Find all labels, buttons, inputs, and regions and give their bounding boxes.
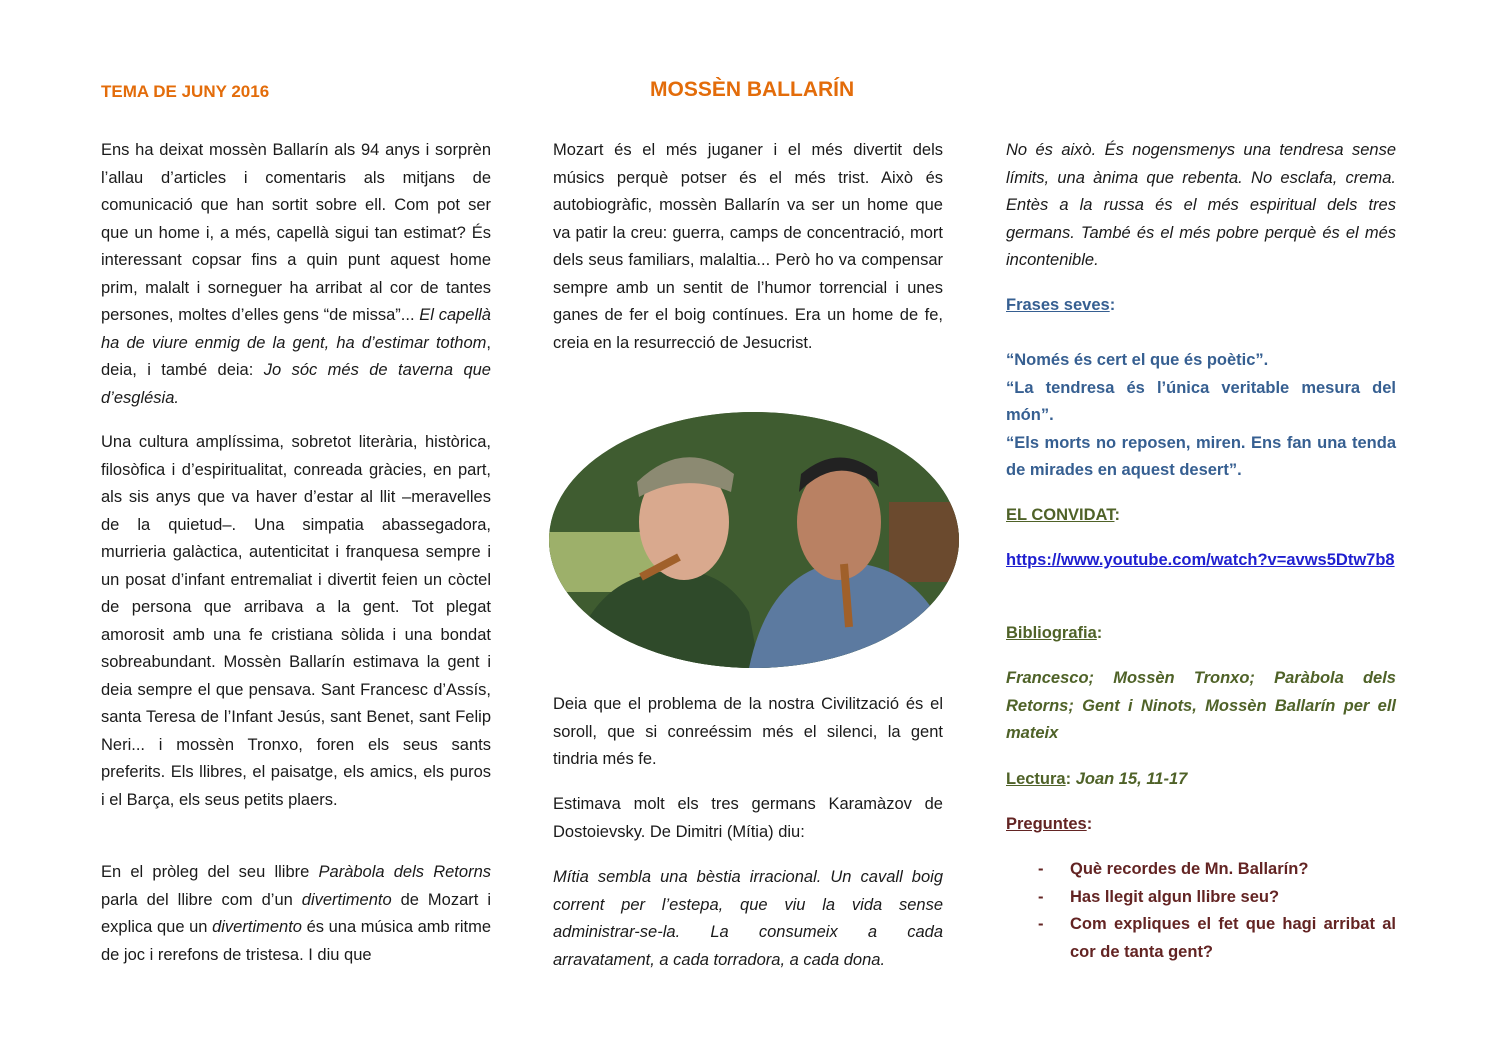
bibliografia-list: Francesco; Mossèn Tronxo; Paràbola dels Retorns; Gent i Ninots, Mossèn Ballarín per ell mateix <box>1006 669 1396 742</box>
quotes-list <box>1006 347 1396 485</box>
quote: “Els morts no reposen, miren. Ens fan una tenda de mirades en aquest desert”. <box>1006 433 1396 479</box>
question-item: - Què recordes de Mn. Ballarín? <box>1030 856 1396 884</box>
col2-paragraph-1: Mozart és el més juganer i el més divertit dels músics perquè potser és el més trist. Això és autobiogràfic, mossèn Ballarín va ser un home que va patir la creu: guerra, camps de concentració, mort dels seus familiars, malaltia... Però ho va compensar sempre amb un sentit de l’humor torrencial i unes ganes de fer el boig contínues. Era un home de fe, creia en la resurrecció de Jesucrist. <box>553 141 943 352</box>
video-link-wrap <box>1006 547 1396 575</box>
page-title: MOSSÈN BALLARÍN <box>650 78 855 101</box>
convidat-heading: EL CONVIDAT: <box>1006 506 1120 524</box>
col2-quote: Mítia sembla una bèstia irracional. Un cavall boig corrent per l’estepa, que viu la vida sense administrar-se-la. La consumeix a cada arravatament, a cada torradora, a cada dona. <box>553 868 943 969</box>
question-item: - Has llegit algun llibre seu? <box>1030 884 1396 912</box>
col3-paragraph-1: No és això. És nogensmenys una tendresa sense límits, una ànima que rebenta. No esclafa, crema. Entès a la russa és el més espiritual dels tres germans. També és el més pobre perquè és el més incontenible. <box>1006 141 1396 269</box>
portrait-photo <box>549 412 959 668</box>
quote: “Només és cert el que és poètic”. <box>1006 351 1269 369</box>
video-link[interactable]: https://www.youtube.com/watch?v=avws5Dtw7b8 <box>1006 551 1395 569</box>
col2-paragraph-2: Deia que el problema de la nostra Civilització és el soroll, que si conreéssim més el silenci, la gent tindria més fe. <box>553 695 943 768</box>
col1-paragraph-3: En el pròleg del seu llibre Paràbola dels Retorns parla del llibre com d’un divertimento de Mozart i explica que un divertimento és una música amb ritme de joc i rerefons de tristesa. I diu que <box>101 863 492 964</box>
question-item: - Com expliques el fet que hagi arribat al cor de tanta gent? <box>1030 911 1396 966</box>
theme-heading: TEMA DE JUNY 2016 <box>101 82 270 101</box>
col1-paragraph-2: Una cultura amplíssima, sobretot literària, històrica, filosòfica i d’espiritualitat, conreada gràcies, en part, als sis anys que va haver d’estar al llit –meravelles de la quietud–. Una simpatia abassegadora, murrieria galàctica, autenticitat i franquesa sempre i un posat d’infant entremaliat i divertit feien un còctel de persona que arribava a la gent. Tot plegat amorosit amb una fe cristiana sòlida i una bondat sobreabundant. Mossèn Ballarín estimava la gent i deia sempre el que pensava. Sant Francesc d’Assís, santa Teresa de l’Infant Jesús, sant Benet, sant Felip Neri... i mossèn Tronxo, foren els seus sants preferits. Els llibres, el paisatge, els amics, els puros i el Barça, els seus petits plaers. <box>101 433 491 809</box>
preguntes-heading: Preguntes: <box>1006 815 1093 833</box>
lectura-line: Lectura: Joan 15, 11-17 <box>1006 770 1188 788</box>
frases-heading: Frases seves: <box>1006 296 1116 314</box>
col1-paragraph-1: Ens ha deixat mossèn Ballarín als 94 anys i sorprèn l’allau d’articles i comentaris als mitjans de comunicació que han sortit sobre ell. Com pot ser que un home i, a més, capellà sigui tan estimat? És interessant copsar fins a quin punt aquest home prim, malalt i sorneguer ha arribat al cor de tantes persones, moltes d’elles gens “de missa”... El capellà ha de viure enmig de la gent, ha d’estimar tothom, deia, i també deia: Jo sóc més de taverna que d’església. <box>101 141 491 407</box>
col2-paragraph-3: Estimava molt els tres germans Karamàzov de Dostoievsky. De Dimitri (Mítia) diu: <box>553 795 943 841</box>
quote: “La tendresa és l’única veritable mesura del món”. <box>1006 378 1396 424</box>
questions-list <box>1030 856 1396 966</box>
photo-illustration <box>549 412 959 668</box>
bibliografia-heading: Bibliografia: <box>1006 624 1103 642</box>
